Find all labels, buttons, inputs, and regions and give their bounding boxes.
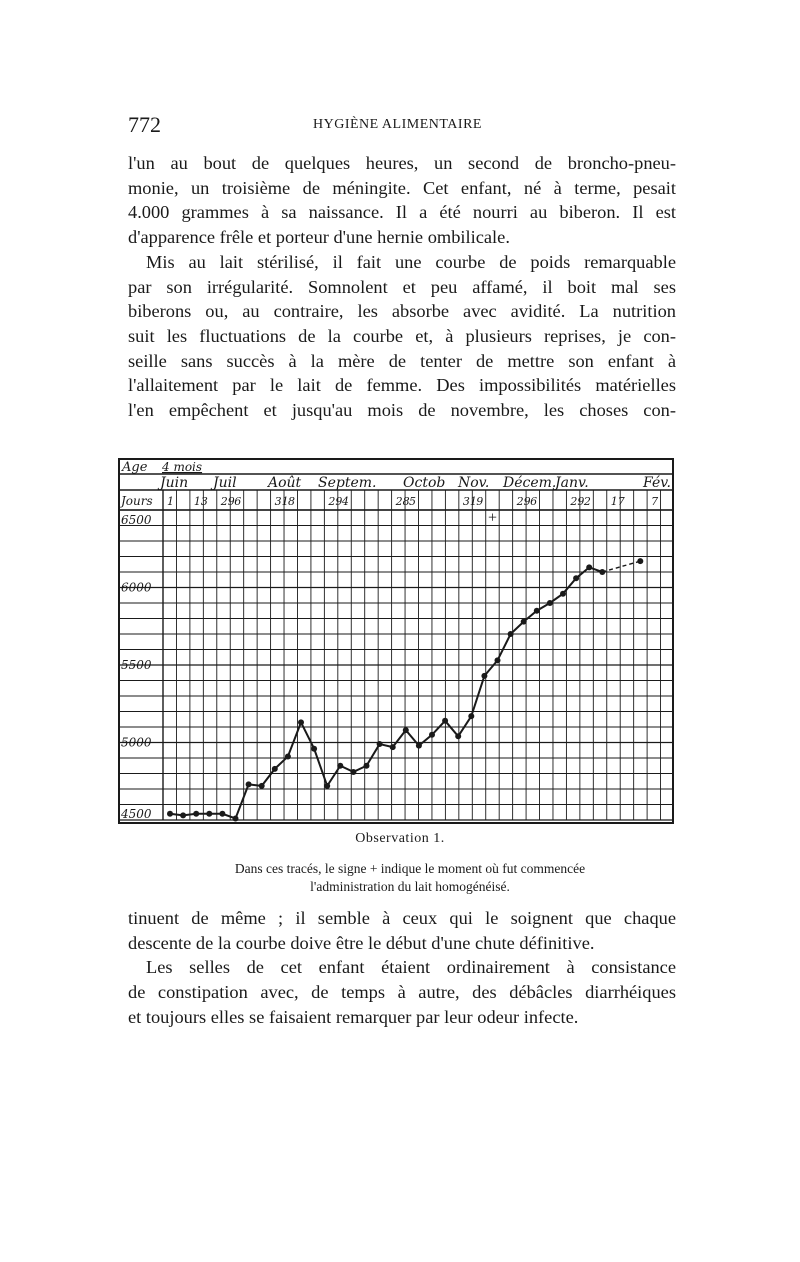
day-label: 8 (288, 495, 296, 508)
text-line: l'un au bout de quelques heures, un second de broncho-pneu- (128, 153, 676, 173)
days-label: Jours (121, 494, 153, 508)
day-label: 2 (583, 495, 591, 508)
weight-point (637, 558, 643, 564)
day-label: 5 (409, 495, 417, 508)
weight-point (337, 763, 343, 769)
weight-point (272, 766, 278, 772)
y-tick-label: 5500 (121, 658, 152, 672)
month-label: Septem. (318, 475, 377, 491)
figure-caption-title: Observation 1. (355, 831, 445, 846)
weight-chart (118, 458, 674, 824)
day-label: 31 (462, 495, 477, 508)
weight-point (167, 811, 173, 817)
body-text-bottom (128, 906, 676, 1030)
chart-grid (119, 459, 673, 823)
text-line: Les selles de cet enfant étaient ordinairement à consistance (146, 957, 676, 978)
day-label: 29 (570, 495, 585, 508)
day-label: 6 (530, 495, 538, 508)
text-line: d'apparence frêle et porteur d'une hernie ombilicale. (128, 227, 510, 248)
text-line: tinuent de même ; il semble à ceux qui le soignent que chaque (128, 908, 676, 928)
weight-point (285, 753, 291, 759)
month-label: Décem. (503, 475, 557, 491)
weight-point (560, 591, 566, 597)
running-title: HYGIÈNE ALIMENTAIRE (313, 117, 482, 132)
text-line: descente de la courbe doive être le début d'une chute définitive. (128, 932, 595, 953)
text-line: et toujours elles se faisaient remarquer par leur odeur infecte. (128, 1006, 579, 1027)
weight-line (170, 567, 602, 818)
weight-point (495, 657, 501, 663)
caption-line: l'administration du lait homogénéisé. (310, 879, 510, 894)
day-label: 29 (516, 495, 531, 508)
y-tick-label: 6500 (121, 513, 152, 527)
weight-point (180, 812, 186, 818)
text-line: Mis au lait stérilisé, il fait une courbe de poids remarquable (146, 251, 676, 272)
weight-point (193, 811, 199, 817)
page-number: 772 (128, 112, 161, 137)
text-line: monie, un troisième de méningite. Cet enfant, né à terme, pesait (128, 177, 676, 198)
chart-header (118, 460, 671, 821)
weight-point (206, 811, 212, 817)
day-label: 9 (476, 495, 484, 508)
text-line: seille sans succès à la mère de tenter de mettre son enfant à (128, 350, 676, 371)
day-label: 6 (234, 495, 242, 508)
weight-point (259, 783, 265, 789)
weight-point (521, 619, 527, 625)
body-text-top (128, 151, 676, 423)
weight-point (455, 733, 461, 739)
day-label: 29 (328, 495, 343, 508)
weight-point (364, 763, 370, 769)
age-label: Age (122, 460, 148, 475)
weight-point (233, 815, 239, 821)
weight-point (429, 732, 435, 738)
weight-point (246, 781, 252, 787)
day-label: 29 (220, 495, 235, 508)
weight-point (403, 727, 409, 733)
age-value: 4 mois (162, 460, 203, 474)
month-label: Nov. (458, 475, 490, 491)
page-header (128, 112, 676, 140)
weight-point (573, 575, 579, 581)
weight-point (586, 564, 592, 570)
weight-point (442, 718, 448, 724)
text-line: biberons ou, au contraire, les absorbe avec avidité. La nutrition (128, 301, 676, 322)
text-line: 4.000 grammes à sa naissance. Il a été nourri au biberon. Il est (128, 202, 676, 223)
weight-point (468, 713, 474, 719)
day-label: 31 (274, 495, 289, 508)
text-line: suit les fluctuations de la courbe et, à plusieurs reprises, je con- (128, 325, 676, 346)
text-line: l'allaitement par le lait de femme. Des impossibilités matérielles (128, 375, 676, 396)
month-label: Août (268, 475, 302, 491)
weight-point (324, 783, 330, 789)
weight-point (534, 608, 540, 614)
y-tick-label: 6000 (121, 580, 152, 595)
text-line: par son irrégularité. Somnolent et peu affamé, il boit mal ses (128, 276, 676, 297)
chart-frame (119, 459, 673, 823)
weight-point (298, 719, 304, 725)
day-label: 28 (395, 495, 410, 508)
day-label: 4 (341, 495, 349, 508)
month-label: Juin (160, 475, 189, 491)
weight-point (481, 673, 487, 679)
caption-line: Dans ces tracés, le signe + indique le moment où fut commencée (234, 861, 586, 876)
weight-point (508, 631, 514, 637)
weight-line-dashed (602, 561, 640, 572)
day-label: 17 (610, 495, 625, 508)
text-line: de constipation avec, de temps à autre, des débâcles diarrhéiques (128, 982, 676, 1003)
month-label: Octob (403, 475, 446, 491)
text-line: l'en empêchent et jusqu'au mois de novembre, les choses con- (128, 400, 676, 421)
y-tick-label: 5000 (121, 735, 152, 750)
day-label: 7 (651, 495, 659, 508)
weight-point (377, 741, 383, 747)
weight-point (547, 600, 553, 606)
figure-caption (160, 860, 660, 896)
start-marker: + (487, 509, 497, 527)
weight-point (350, 769, 356, 775)
month-label: Fév. (643, 475, 671, 491)
weight-point (219, 811, 225, 817)
weight-point (416, 743, 422, 749)
month-label: Juil (213, 475, 237, 491)
y-tick-label: 4500 (121, 807, 152, 821)
day-label: 13 (193, 495, 208, 508)
weight-point (390, 744, 396, 750)
day-label: 1 (167, 495, 174, 508)
month-label: Janv. (555, 475, 589, 491)
weight-point (311, 746, 317, 752)
